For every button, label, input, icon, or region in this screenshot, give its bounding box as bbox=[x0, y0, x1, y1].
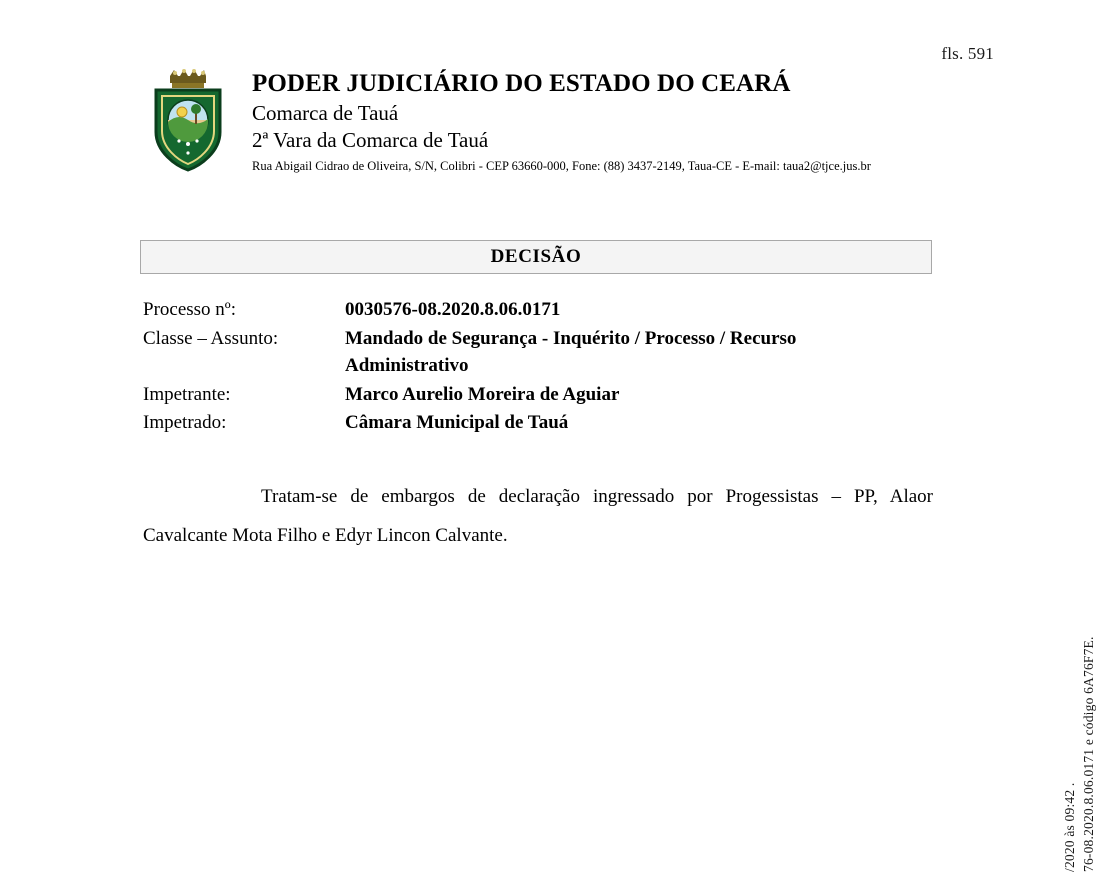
process-metadata bbox=[143, 296, 933, 438]
table-row bbox=[143, 381, 933, 409]
metadata-label: Impetrado: bbox=[143, 412, 227, 434]
decision-title-label: DECISÃO bbox=[490, 246, 582, 267]
vara-line: 2ª Vara da Comarca de Tauá bbox=[252, 128, 489, 153]
court-address: Rua Abigail Cidrao de Oliveira, S/N, Colibri - CEP 63660-000, Fone: (88) 3437-2149, Taua-CE - E-mail: taua2@tjce.jus.br bbox=[252, 158, 871, 173]
header-text-block bbox=[252, 66, 871, 176]
comarca-line: Comarca de Tauá bbox=[252, 100, 399, 125]
metadata-label: Impetrante: bbox=[143, 383, 231, 405]
table-row bbox=[143, 325, 933, 380]
folio-number: fls. 591 bbox=[941, 44, 994, 63]
metadata-value: Câmara Municipal de Tauá bbox=[345, 412, 569, 434]
decision-title-bar bbox=[140, 240, 932, 274]
table-row bbox=[143, 409, 933, 437]
ceara-coat-of-arms-icon bbox=[148, 70, 228, 172]
side-stamp-line-2: 76-08.2020.8.06.0171 e código 6A76F7E. bbox=[1081, 636, 1096, 872]
metadata-value: 0030576-08.2020.8.06.0171 bbox=[345, 299, 561, 320]
metadata-value: Marco Aurelio Moreira de Aguiar bbox=[345, 383, 620, 405]
metadata-label: Processo nº: bbox=[143, 299, 236, 320]
document-header bbox=[148, 66, 871, 176]
body-paragraph: Tratam-se de embargos de declaração ingressado por Progessistas – PP, Alaor Cavalcante Mota Filho e Edyr Lincon Calvante. bbox=[143, 486, 933, 546]
metadata-label: Classe ‒ Assunto: bbox=[143, 327, 279, 349]
table-row bbox=[143, 296, 933, 324]
side-stamp-line-1: /2020 às 09:42 . bbox=[1062, 782, 1077, 872]
metadata-value: Mandado de Segurança - Inquérito / Processo / Recurso Administrativo bbox=[345, 327, 797, 377]
court-title: PODER JUDICIÁRIO DO ESTADO DO CEARÁ bbox=[252, 70, 791, 97]
side-stamp bbox=[1062, 552, 1096, 872]
